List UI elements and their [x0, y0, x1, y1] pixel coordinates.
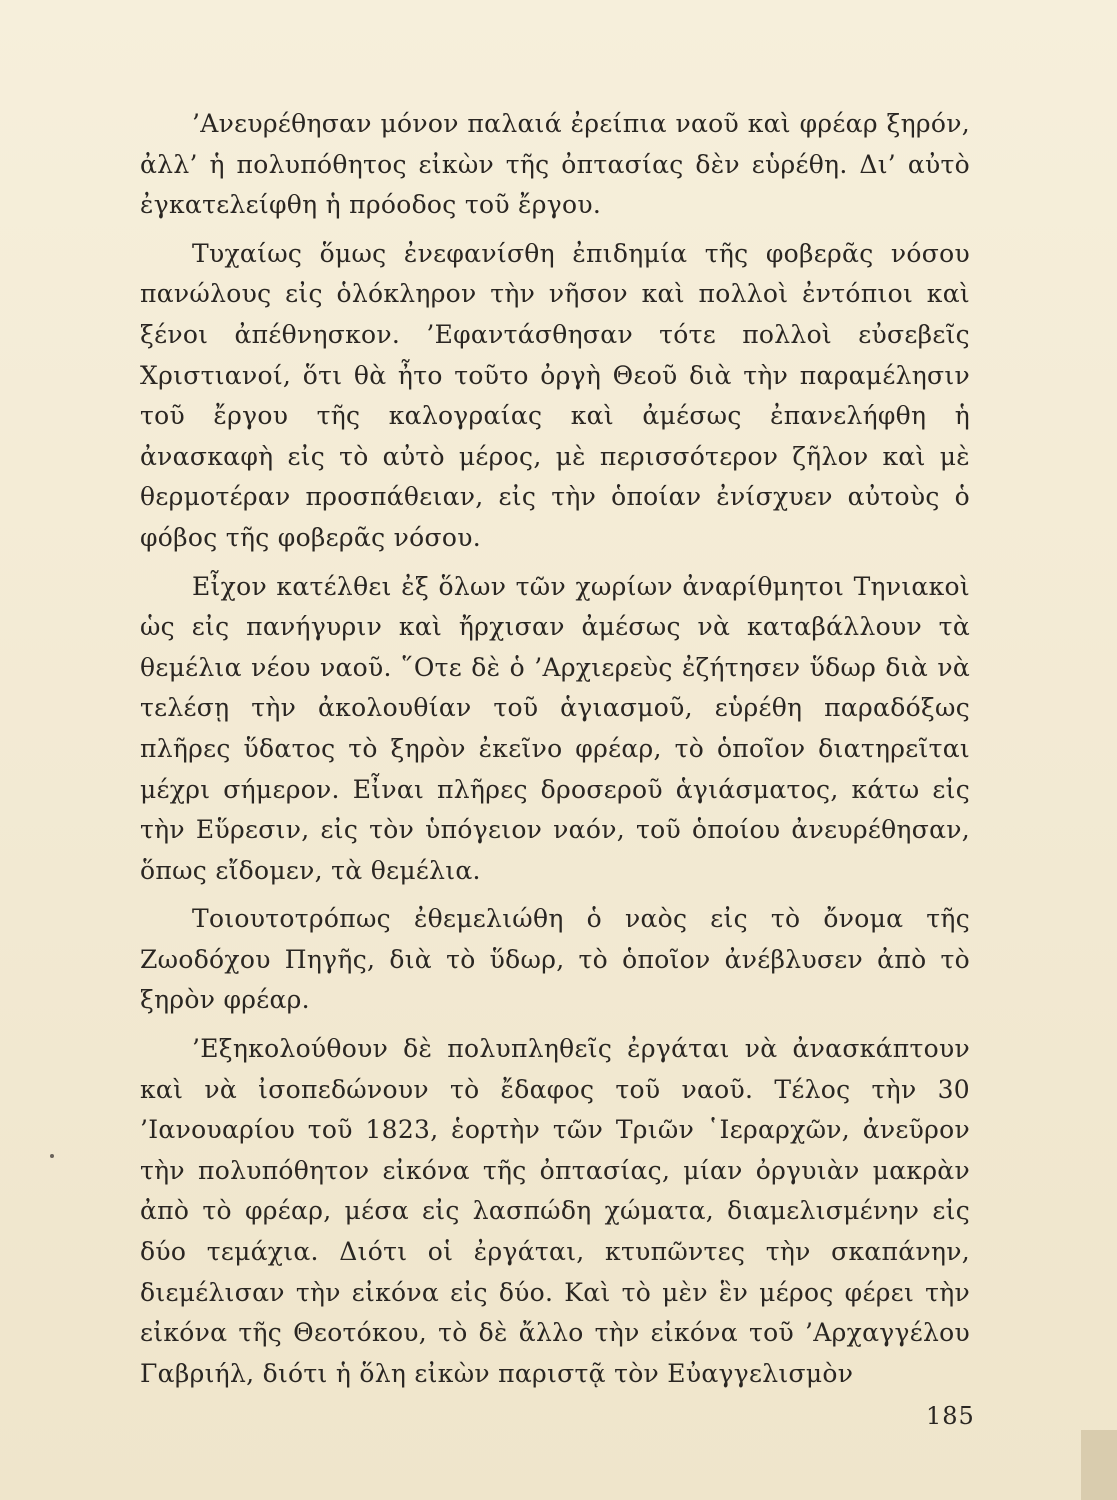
paragraph-5: ’Εξηκολούθουν δὲ πολυπληθεῖς ἐργάται νὰ ἀνασκάπτουν καὶ νὰ ἰσοπεδώνουν τὸ ἔδαφος τοῦ ναοῦ. Τέλος τὴν 30 ’Ιανουαρίου τοῦ 1823, ἑορτὴν τῶν Τριῶν ῾Ιεραρχῶν, ἀνεῦρον τὴν πολυπόθητον εἰκόνα τῆς ὀπτασίας, μίαν ὀργυιὰν μακρὰν ἀπὸ τὸ φρέαρ, μέσα εἰς λασπώδη χώματα, διαμελισμένην εἰς δύο τεμάχια. Διότι οἱ ἐργάται, κτυπῶντες τὴν σκαπάνην, διεμέλισαν τὴν εἰκόνα εἰς δύο. Καὶ τὸ μὲν ἓν μέρος φέρει τὴν εἰκόνα τῆς Θεοτόκου, τὸ δὲ ἄλλο τὴν εἰκόνα τοῦ ’Αρχαγγέλου Γαβριήλ, διότι ἡ ὅλη εἰκὼν παριστᾷ τὸν Εὐαγγελισμὸν — [140, 1034, 970, 1388]
paragraph-4: Τοιουτοτρόπως ἐθεμελιώθη ὁ ναὸς εἰς τὸ ὄνομα τῆς Ζωοδόχου Πηγῆς, διὰ τὸ ὕδωρ, τὸ ὁποῖον ἀνέβλυσεν ἀπὸ τὸ ξηρὸν φρέαρ. — [140, 904, 970, 1015]
paragraph-1: ’Ανευρέθησαν μόνον παλαιά ἐρείπια ναοῦ καὶ φρέαρ ξηρόν, ἀλλ’ ἡ πολυπόθητος εἰκὼν τῆς ὀπτασίας δὲν εὑρέθη. Δι’ αὐτὸ ἐγκατελείφθη ἡ πρόοδος τοῦ ἔργου. — [140, 109, 970, 220]
body-text — [140, 104, 970, 1394]
paragraph-3: Εἶχον κατέλθει ἐξ ὅλων τῶν χωρίων ἀναρίθμητοι Τηνιακοὶ ὡς εἰς πανήγυριν καὶ ἤρχισαν ἀμέσως νὰ καταβάλλουν τὰ θεμέλια νέου ναοῦ. ῞Οτε δὲ ὁ ’Αρχιερεὺς ἐζήτησεν ὕδωρ διὰ νὰ τελέσῃ τὴν ἀκολουθίαν τοῦ ἁγιασμοῦ, εὑρέθη παραδόξως πλῆρες ὕδατος τὸ ξηρὸν ἐκεῖνο φρέαρ, τὸ ὁποῖον διατηρεῖται μέχρι σήμερον. Εἶναι πλῆρες δροσεροῦ ἁγιάσματος, κάτω εἰς τὴν Εὕρεσιν, εἰς τὸν ὑπόγειον ναόν, τοῦ ὁποίου ἀνευρέθησαν, ὅπως εἴδομεν, τὰ θεμέλια. — [140, 571, 970, 885]
paragraph-2: Τυχαίως ὅμως ἐνεφανίσθη ἐπιδημία τῆς φοβερᾶς νόσου πανώλους εἰς ὁλόκληρον τὴν νῆσον καὶ πολλοὶ ἐντόπιοι καὶ ξένοι ἀπέθνησκον. ’Εφαντάσθησαν τότε πολλοὶ εὐσεβεῖς Χριστιανοί, ὅτι θὰ ἦτο τοῦτο ὀργὴ Θεοῦ διὰ τὴν παραμέλησιν τοῦ ἔργου τῆς καλογραίας καὶ ἀμέσως ἐπανελήφθη ἡ ἀνασκαφὴ εἰς τὸ αὐτὸ μέρος, μὲ περισσότερον ζῆλον καὶ μὲ θερμοτέραν προσπάθειαν, εἰς τὴν ὁποίαν ἐνίσχυεν αὐτοὺς ὁ φόβος τῆς φοβερᾶς νόσου. — [140, 238, 970, 552]
margin-dot — [50, 1154, 54, 1158]
page-number: 185 — [926, 1402, 975, 1430]
page-corner — [1081, 1430, 1117, 1500]
